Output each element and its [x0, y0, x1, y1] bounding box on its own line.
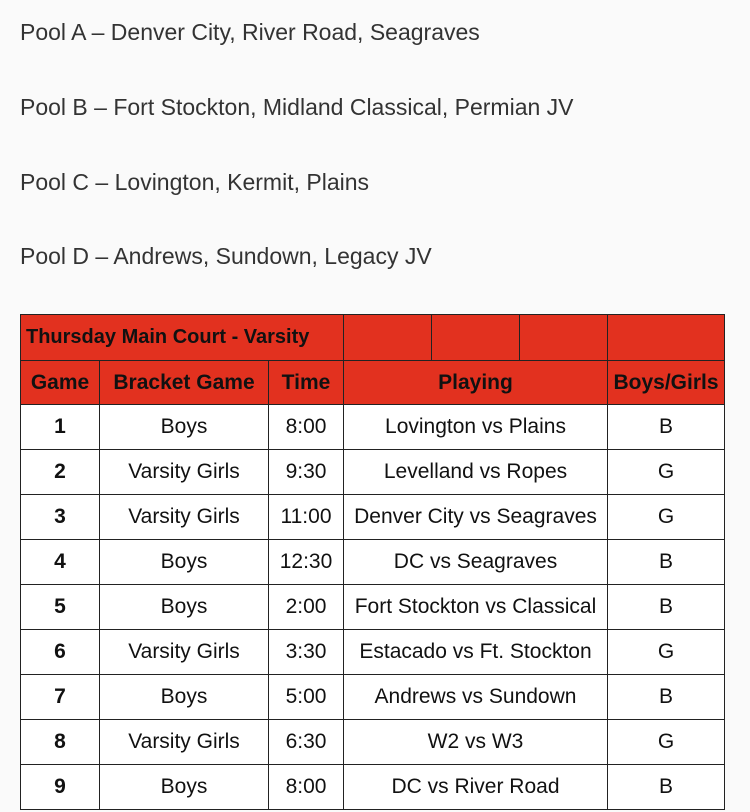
- cell-game: 7: [21, 675, 100, 720]
- cell-bracket-game: Varsity Girls: [100, 495, 269, 540]
- cell-bracket-game: Boys: [100, 540, 269, 585]
- cell-game: 2: [21, 450, 100, 495]
- cell-game: 5: [21, 585, 100, 630]
- cell-playing: Denver City vs Seagraves: [344, 495, 608, 540]
- title-empty-cell: [432, 315, 520, 361]
- pool-d-text: Pool D – Andrews, Sundown, Legacy JV: [20, 243, 432, 269]
- schedule-table: [20, 314, 725, 810]
- cell-bracket-game: Varsity Girls: [100, 720, 269, 765]
- table-row: [21, 450, 725, 495]
- cell-time: 9:30: [269, 450, 344, 495]
- title-empty-cell: [608, 315, 725, 361]
- title-empty-cell: [520, 315, 608, 361]
- cell-time: 3:30: [269, 630, 344, 675]
- cell-time: 12:30: [269, 540, 344, 585]
- table-title-row: [21, 315, 725, 361]
- pool-a-text: Pool A – Denver City, River Road, Seagraves: [20, 19, 480, 45]
- table-body: [21, 405, 725, 810]
- cell-bracket-game: Boys: [100, 765, 269, 810]
- cell-game: 4: [21, 540, 100, 585]
- cell-time: 8:00: [269, 765, 344, 810]
- table-row: [21, 540, 725, 585]
- table-row: [21, 405, 725, 450]
- cell-boys-girls: G: [608, 720, 725, 765]
- cell-bracket-game: Boys: [100, 405, 269, 450]
- cell-bracket-game: Varsity Girls: [100, 630, 269, 675]
- table-row: [21, 630, 725, 675]
- cell-boys-girls: B: [608, 540, 725, 585]
- cell-bracket-game: Boys: [100, 675, 269, 720]
- header-boys-girls: Boys/Girls: [608, 361, 725, 405]
- cell-boys-girls: B: [608, 585, 725, 630]
- cell-boys-girls: B: [608, 675, 725, 720]
- cell-game: 9: [21, 765, 100, 810]
- table-header-row: [21, 361, 725, 405]
- cell-bracket-game: Boys: [100, 585, 269, 630]
- cell-boys-girls: G: [608, 495, 725, 540]
- cell-game: 3: [21, 495, 100, 540]
- table-row: [21, 765, 725, 810]
- cell-game: 8: [21, 720, 100, 765]
- cell-boys-girls: B: [608, 765, 725, 810]
- table-row: [21, 675, 725, 720]
- cell-playing: Estacado vs Ft. Stockton: [344, 630, 608, 675]
- cell-time: 11:00: [269, 495, 344, 540]
- cell-playing: DC vs River Road: [344, 765, 608, 810]
- cell-playing: Lovington vs Plains: [344, 405, 608, 450]
- cell-boys-girls: G: [608, 450, 725, 495]
- pool-c-text: Pool C – Lovington, Kermit, Plains: [20, 169, 370, 195]
- cell-time: 8:00: [269, 405, 344, 450]
- table-row: [21, 495, 725, 540]
- header-playing: Playing: [344, 361, 608, 405]
- cell-bracket-game: Varsity Girls: [100, 450, 269, 495]
- cell-time: 5:00: [269, 675, 344, 720]
- header-bracket-game: Bracket Game: [100, 361, 269, 405]
- cell-playing: Fort Stockton vs Classical: [344, 585, 608, 630]
- pool-b-text: Pool B – Fort Stockton, Midland Classical, Permian JV: [20, 94, 574, 120]
- cell-playing: Andrews vs Sundown: [344, 675, 608, 720]
- header-time: Time: [269, 361, 344, 405]
- cell-boys-girls: B: [608, 405, 725, 450]
- cell-time: 2:00: [269, 585, 344, 630]
- table-row: [21, 585, 725, 630]
- cell-game: 6: [21, 630, 100, 675]
- cell-boys-girls: G: [608, 630, 725, 675]
- table-row: [21, 720, 725, 765]
- cell-time: 6:30: [269, 720, 344, 765]
- table-title: Thursday Main Court - Varsity: [21, 315, 344, 361]
- cell-game: 1: [21, 405, 100, 450]
- title-empty-cell: [344, 315, 432, 361]
- cell-playing: DC vs Seagraves: [344, 540, 608, 585]
- cell-playing: Levelland vs Ropes: [344, 450, 608, 495]
- cell-playing: W2 vs W3: [344, 720, 608, 765]
- header-game: Game: [21, 361, 100, 405]
